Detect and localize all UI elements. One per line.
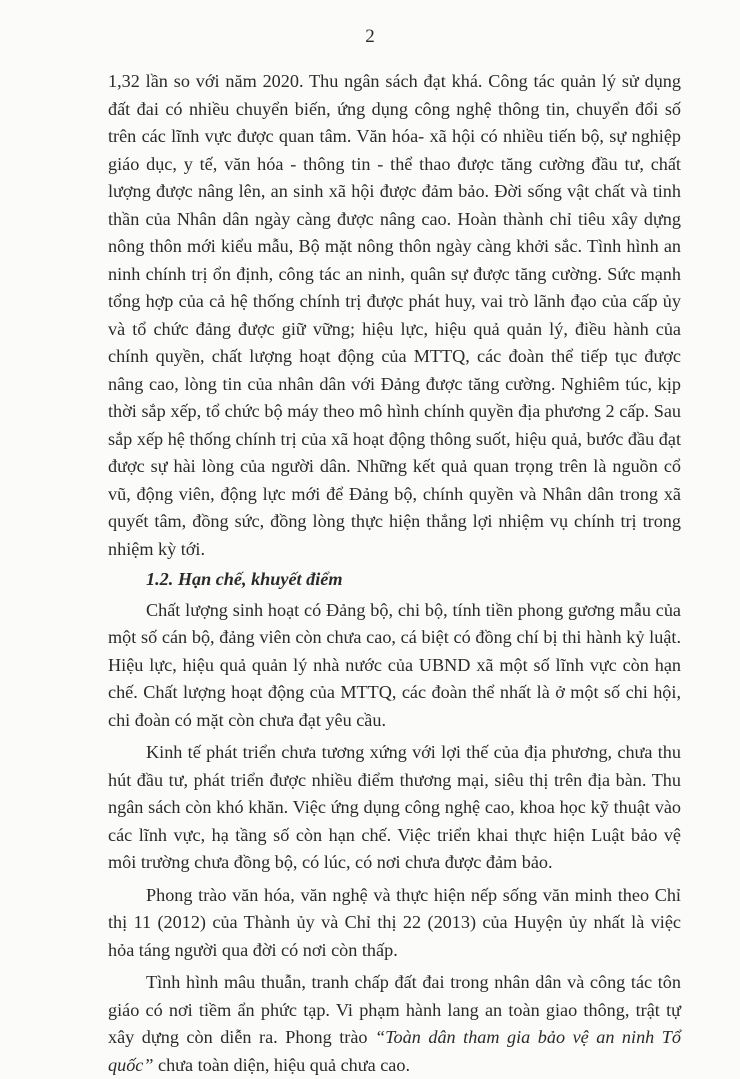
paragraph-economy: Kinh tế phát triển chưa tương xứng với lợi thế của địa phương, chưa thu hút đầu tư, phát triển được nhiều điểm thương mại, siêu thị trên địa bàn. Thu ngân sách còn khó khăn. Việc ứng dụng công nghệ cao, khoa học kỹ thuật vào các lĩnh vực, hạ tầng số còn hạn chế. Việc triển khai thực hiện Luật bảo vệ môi trường chưa đồng bộ, có lúc, có nơi chưa được đảm bảo.: [108, 742, 681, 872]
movement-quote: “Toàn dân tham gia bảo vệ an ninh Tổ quốc”: [108, 1027, 681, 1075]
paragraph-security-text-before: Tình hình mâu thuẫn, tranh chấp đất đai trong nhân dân và công tác tôn giáo có nơi tiềm ẩn phức tạp. Vi phạm hành lang an toàn giao thông, trật tự xây dựng còn diễn ra. Phong trào: [108, 972, 681, 1047]
section-heading: 1.2. Hạn chế, khuyết điểm: [146, 569, 343, 589]
paragraph-security: [108, 969, 681, 1079]
paragraph-continued: 1,32 lần so với năm 2020. Thu ngân sách đạt khá. Công tác quản lý sử dụng đất đai có nhiều chuyển biến, ứng dụng công nghệ thông tin, chuyển đổi số trên các lĩnh vực được quan tâm. Văn hóa- xã hội có nhiều tiến bộ, sự nghiệp giáo dục, y tế, văn hóa - thông tin - thể thao được tăng cường đầu tư, chất lượng được nâng lên, an sinh xã hội được đảm bảo. Đời sống vật chất và tinh thần của Nhân dân ngày càng được nâng cao. Hoàn thành chỉ tiêu xây dựng nông thôn mới kiểu mẫu, Bộ mặt nông thôn ngày càng khởi sắc. Tình hình an ninh chính trị ổn định, công tác an ninh, quân sự được tăng cường. Sức mạnh tổng hợp của cả hệ thống chính trị được phát huy, vai trò lãnh đạo của cấp ủy và tổ chức đảng được giữ vững; hiệu lực, hiệu quả quản lý, điều hành của chính quyền, chất lượng hoạt động của MTTQ, các đoàn thể tiếp tục được nâng cao, lòng tin của nhân dân với Đảng được tăng cường. Nghiêm túc, kịp thời sắp xếp, tổ chức bộ máy theo mô hình chính quyền địa phương 2 cấp. Sau sắp xếp hệ thống chính trị của xã hoạt động thông suốt, hiệu quả, bước đầu đạt được sự hài lòng của người dân. Những kết quả quan trọng trên là nguồn cổ vũ, động viên, động lực mới để Đảng bộ, chính quyền và Nhân dân trong xã quyết tâm, đồng sức, đồng lòng thực hiện thắng lợi nhiệm vụ chính trị trong nhiệm kỳ tới.: [108, 71, 681, 559]
paragraph-party-quality: Chất lượng sinh hoạt có Đảng bộ, chi bộ, tính tiền phong gương mẫu của một số cán bộ, đảng viên còn chưa cao, cá biệt có đồng chí bị thi hành kỷ luật. Hiệu lực, hiệu quả quản lý nhà nước của UBND xã một số lĩnh vực còn hạn chế. Chất lượng hoạt động của MTTQ, các đoàn thể nhất là ở một số chi hội, chi đoàn có mặt còn chưa đạt yêu cầu.: [108, 599, 681, 730]
paragraph-security-text-after: chưa toàn diện, hiệu quả chưa cao.: [153, 1054, 411, 1075]
paragraph-culture: Phong trào văn hóa, văn nghệ và thực hiện nếp sống văn minh theo Chỉ thị 11 (2012) của Thành ủy và Chỉ thị 22 (2013) của Huyện ủy nhất là việc hỏa táng người qua đời có nơi còn thấp.: [108, 884, 681, 960]
page-number: 2: [365, 26, 375, 47]
document-body: [108, 68, 681, 1079]
